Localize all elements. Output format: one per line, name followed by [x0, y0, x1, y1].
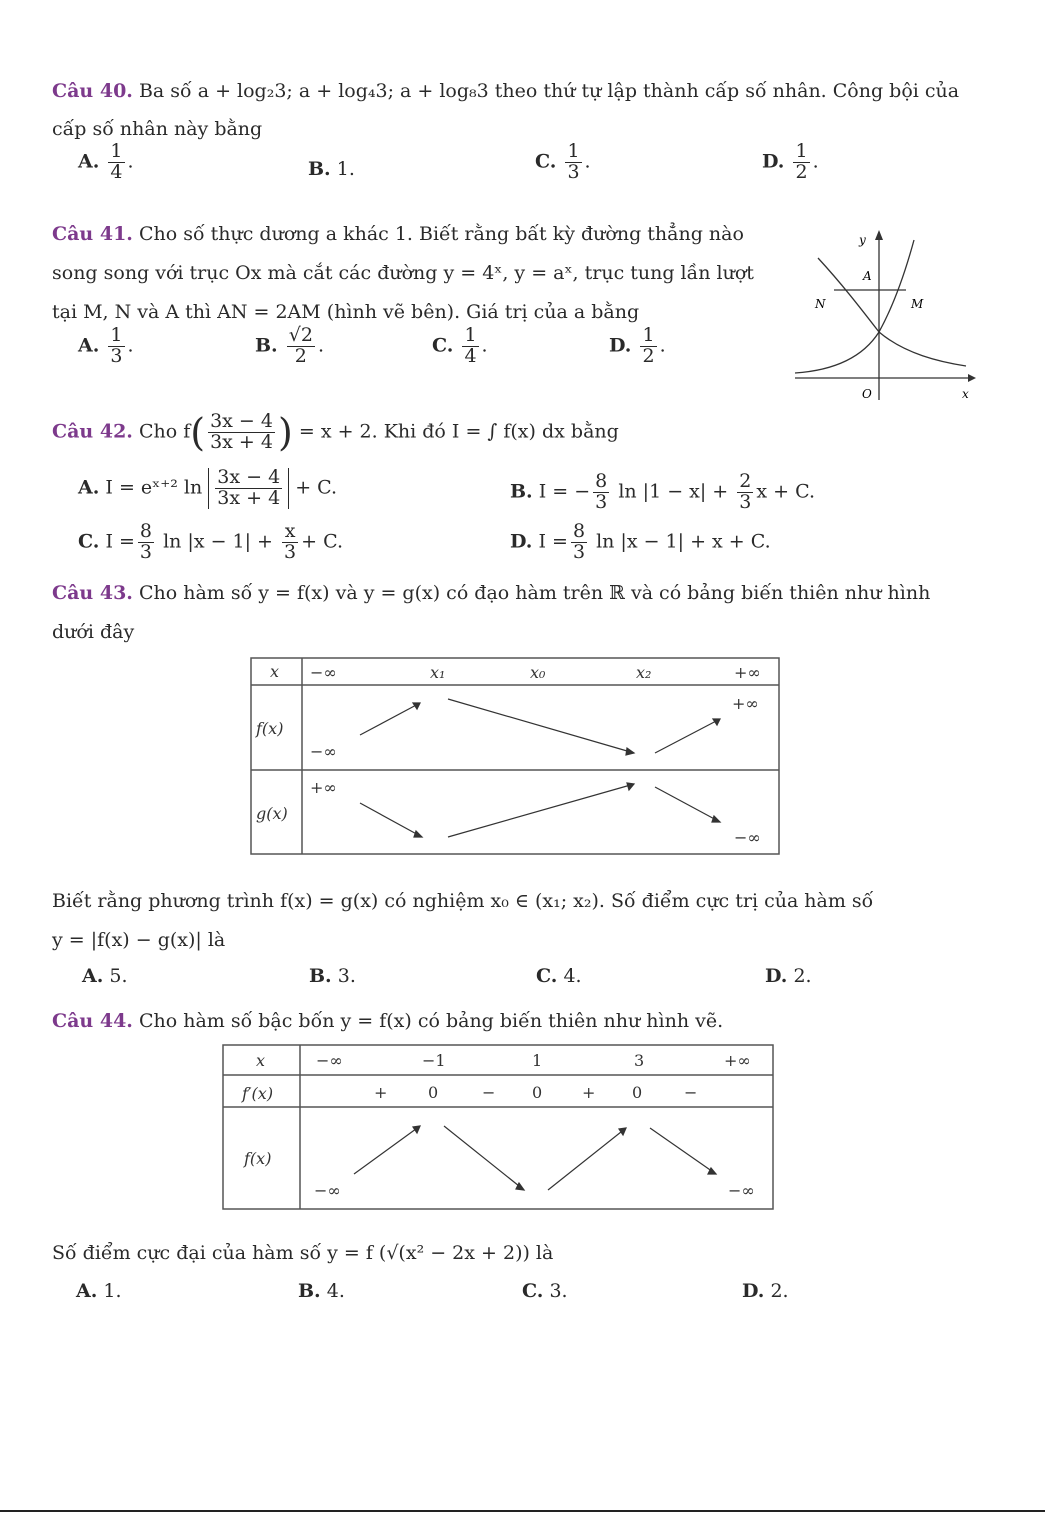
q41-line2: song song với trục Ox mà cắt các đường y = 4ˣ, y = aˣ, trục tung lần lượt: [52, 262, 754, 284]
col-x2: x₂: [636, 663, 652, 682]
q41-label: Câu 41.: [52, 223, 133, 245]
g-arrow-up: [448, 784, 634, 837]
q40-line1: [52, 80, 959, 102]
sign-zero-2: 0: [532, 1083, 543, 1102]
q41-graph: [790, 222, 980, 407]
sign-1: +: [374, 1083, 388, 1102]
f-arrow-down: [448, 699, 634, 753]
q42-line1: Câu 42. Cho f( $\frac{3x - 4}{3x + 4}$ ) = x + 2. Khi đó I = ∫ f(x) dx bằng: [52, 410, 619, 455]
g-arrow-down-2: [655, 787, 720, 822]
q40-text1: Ba số a + log₂3; a + log₄3; a + log₈3 theo thứ tự lập thành cấp số nhân. Công bội của: [138, 80, 960, 102]
sign-2: −: [482, 1083, 496, 1102]
q43-variation-table: [250, 657, 782, 857]
q43-line2: dưới đây: [52, 621, 135, 643]
q43-line1: Câu 43. Cho hàm số y = f(x) và y = g(x) có đạo hàm trên ℝ và có bảng biến thiên như hình: [52, 582, 931, 604]
x-header: x: [256, 1051, 266, 1070]
q44-option-d[interactable]: D. 2.: [742, 1280, 789, 1302]
q44-label: Câu 44.: [52, 1010, 133, 1032]
q44-option-a[interactable]: A. 1.: [76, 1280, 122, 1302]
q40-option-d[interactable]: D. $\frac{1}{2}$ .: [762, 140, 819, 183]
f-left-value: −∞: [314, 1181, 341, 1200]
q41-option-d[interactable]: D. $\frac{1}{2}$ .: [609, 324, 666, 367]
g-left-value: +∞: [310, 778, 337, 797]
q41-line1: Câu 41. Cho số thực dương a khác 1. Biết rằng bất kỳ đường thẳng nào: [52, 223, 744, 245]
q41-option-c[interactable]: C. $\frac{1}{4}$ .: [432, 324, 488, 367]
q42-label: Câu 42.: [52, 420, 133, 443]
q42-option-c[interactable]: C. I = $\frac{8}{3}$ ln |x − 1| + $\frac{x}{3}$ + C.: [78, 520, 343, 563]
col-3: 3: [634, 1051, 645, 1070]
q43-option-b[interactable]: B. 3.: [309, 965, 356, 987]
col-neg-inf: −∞: [316, 1051, 343, 1070]
sign-3: +: [582, 1083, 596, 1102]
f-right-value: −∞: [728, 1181, 755, 1200]
point-n-label: N: [815, 297, 826, 311]
f-arrow-down-2: [650, 1128, 716, 1174]
q43-option-d[interactable]: D. 2.: [765, 965, 812, 987]
q44-option-c[interactable]: C. 3.: [522, 1280, 568, 1302]
sign-zero-3: 0: [632, 1083, 643, 1102]
col-neg-inf: −∞: [310, 663, 337, 682]
y-axis-arrow: [875, 230, 883, 240]
origin-label: O: [862, 387, 872, 401]
f-right-value: +∞: [732, 694, 759, 713]
q44-variation-table: [222, 1044, 777, 1212]
fprime-header: f′(x): [242, 1084, 274, 1103]
x-axis-arrow: [968, 374, 976, 382]
col-x0: x₀: [530, 663, 546, 682]
q44-line: Câu 44. Cho hàm số bậc bốn y = f(x) có bảng biến thiên như hình vẽ.: [52, 1010, 724, 1032]
q40-text2: cấp số nhân này bằng: [52, 118, 263, 140]
f-left-value: −∞: [310, 742, 337, 761]
q42-option-d[interactable]: D. I = $\frac{8}{3}$ ln |x − 1| + x + C.: [510, 520, 771, 563]
f-arrow-up-1: [360, 703, 420, 735]
q43-option-a[interactable]: A. 5.: [82, 965, 128, 987]
x-header: x: [270, 662, 280, 681]
f-arrow-down-1: [444, 1126, 524, 1190]
g-arrow-down-1: [360, 803, 422, 837]
sign-zero-1: 0: [428, 1083, 439, 1102]
y-label: y: [859, 233, 866, 247]
f-arrow-up-2: [548, 1128, 626, 1190]
gx-header: g(x): [256, 804, 288, 823]
col-pos-inf: +∞: [734, 663, 761, 682]
q41-option-b[interactable]: B. $\frac{√2}{2}$ .: [255, 324, 324, 367]
f-arrow-up-1: [354, 1126, 420, 1174]
g-right-value: −∞: [734, 828, 761, 847]
fx-header: f(x): [256, 719, 284, 738]
q40-label: Câu 40.: [52, 80, 133, 102]
q43-option-c[interactable]: C. 4.: [536, 965, 582, 987]
point-a-label: A: [863, 269, 872, 283]
q42-option-b[interactable]: B. I = − $\frac{8}{3}$ ln |1 − x| + $\frac{2}{3}$ x + C.: [510, 470, 815, 513]
f-header: f(x): [244, 1149, 272, 1168]
q40-option-b[interactable]: B. 1.: [308, 158, 355, 180]
q43-label: Câu 43.: [52, 582, 133, 604]
q42-option-a[interactable]: A. I = eˣ⁺² ln $\frac{3x - 4}{3x + 4}$ + C.: [78, 466, 338, 509]
sign-4: −: [684, 1083, 698, 1102]
f-arrow-up-2: [655, 719, 720, 753]
q41-option-a[interactable]: A. $\frac{1}{3}$ .: [78, 324, 134, 367]
col-x1: x₁: [430, 663, 446, 682]
q44-option-b[interactable]: B. 4.: [298, 1280, 345, 1302]
col-neg-1: −1: [422, 1051, 446, 1070]
curve-4x: [795, 240, 914, 373]
q40-option-a[interactable]: A. $\frac{1}{4}$ .: [78, 140, 134, 183]
q44-after: Số điểm cực đại của hàm số y = f (√(x² − 2x + 2)) là: [52, 1242, 554, 1264]
q40-option-c[interactable]: C. $\frac{1}{3}$ .: [535, 140, 591, 183]
col-pos-inf: +∞: [724, 1051, 751, 1070]
q41-line3: tại M, N và A thì AN = 2AM (hình vẽ bên). Giá trị của a bằng: [52, 301, 640, 323]
q43-after1: Biết rằng phương trình f(x) = g(x) có nghiệm x₀ ∈ (x₁; x₂). Số điểm cực trị của hàm số: [52, 890, 874, 912]
q43-after2: y = |f(x) − g(x)| là: [52, 929, 226, 951]
x-label: x: [962, 387, 969, 401]
curve-ax: [818, 258, 966, 366]
point-m-label: M: [911, 297, 924, 311]
page-bottom-rule: [0, 1510, 1045, 1512]
col-1: 1: [532, 1051, 543, 1070]
